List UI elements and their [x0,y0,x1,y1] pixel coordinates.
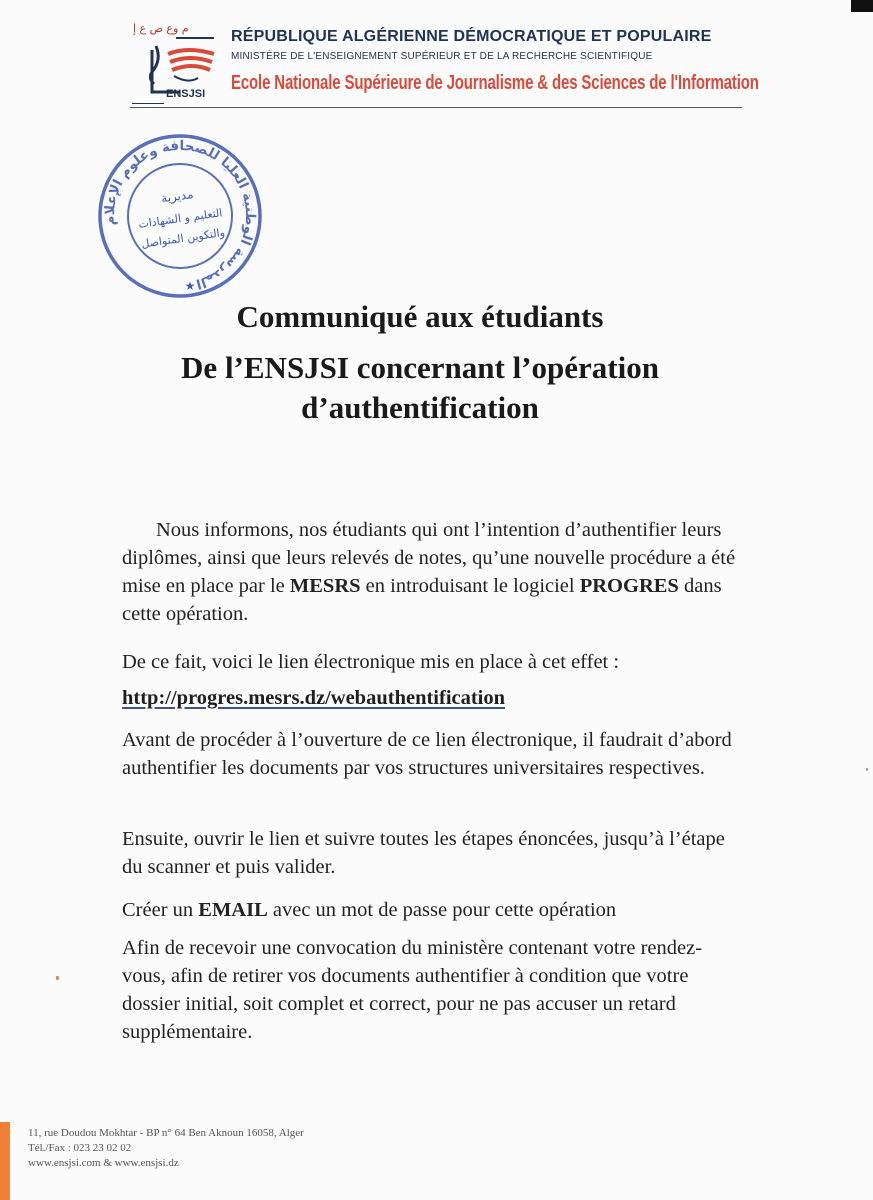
paragraph-steps: Ensuite, ouvrir le lien et suivre toutes les étapes énoncées, jusqu’à l’étape du scanner et puis valider. [122,828,725,878]
header-ministry: MINISTÈRE DE L'ENSEIGNEMENT SUPÉRIEUR ET DE LA RECHERCHE SCIENTIFIQUE [231,51,653,62]
school-logo [128,22,220,106]
email-text: EMAIL [198,899,268,921]
header-school-name: Ecole Nationale Supérieure de Journalisme & des Sciences de l'Information [231,72,759,94]
title-line-2: De l’ENSJSI concernant l’opération [181,350,659,385]
scan-edge-mark [851,0,873,12]
paragraph-link-intro: De ce fait, voici le lien électronique mis en place à cet effet : [122,651,620,673]
paragraph-email: Créer un EMAIL avec un mot de passe pour cette opération [122,899,617,921]
logo-label: ENSJSI [166,88,206,100]
stamp-ring-text: المدرسة الوطنية العليا للصحافة وعلوم الإعلام [101,137,259,292]
authentication-link-line [122,684,742,712]
paragraph-intro: Nous informons, nos étudiants qui ont l’intention d’authentifier leurs diplômes, ainsi que leurs relevés de notes, qu’une nouvelle procédure a été mise en place par le MESRS en introduisant le logiciel PROGRES dans cette opération. [122,519,736,625]
footer-address: 11, rue Doudou Mokhtar - BP n° 64 Ben Aknoun 16058, Alger [28,1127,304,1139]
mesrs-text: MESRS [289,575,361,597]
official-stamp [94,130,266,302]
paragraph-prerequisite: Avant de procéder à l’ouverture de ce lien électronique, il faudrait d’abord authentifier les documents par vos structures universitaires respectives. [122,729,732,779]
footer-web: www.ensjsi.com & www.ensjsi.dz [28,1157,179,1169]
header-divider [130,107,742,108]
stamp-center-line-1: مديرية [160,187,195,206]
progres-text: PROGRES [579,575,679,597]
stamp-center-line-3: والتكوين المتواصل [140,225,226,251]
authentication-link[interactable]: http://progres.mesrs.dz/webauthentification [122,687,506,709]
svg-text:★: ★ [184,279,196,293]
stamp-center-line-2: التعليم و الشهادات [137,206,224,231]
scan-speck [866,768,868,771]
footer-phone: Tél./Fax : 023 23 02 02 [28,1142,132,1154]
footer-contact [28,1126,304,1171]
paragraph-convocation: Afin de recevoir une convocation du ministère contenant votre rendez-vous, afin de retirer vos documents authentifier à condition que votre dossier initial, soit complet et correct, pour ne pas accuser un retard supplémentaire. [122,937,703,1043]
title-line-3: d’authentification [301,390,539,425]
title-line-1: Communiqué aux étudiants [236,299,604,334]
header-republic: RÉPUBLIQUE ALGÉRIENNE DÉMOCRATIQUE ET POPULAIRE [231,28,712,45]
logo-arabic-text: م وع ص ع إ [133,22,189,35]
scan-speck [56,976,59,980]
side-color-tab [0,1122,10,1200]
